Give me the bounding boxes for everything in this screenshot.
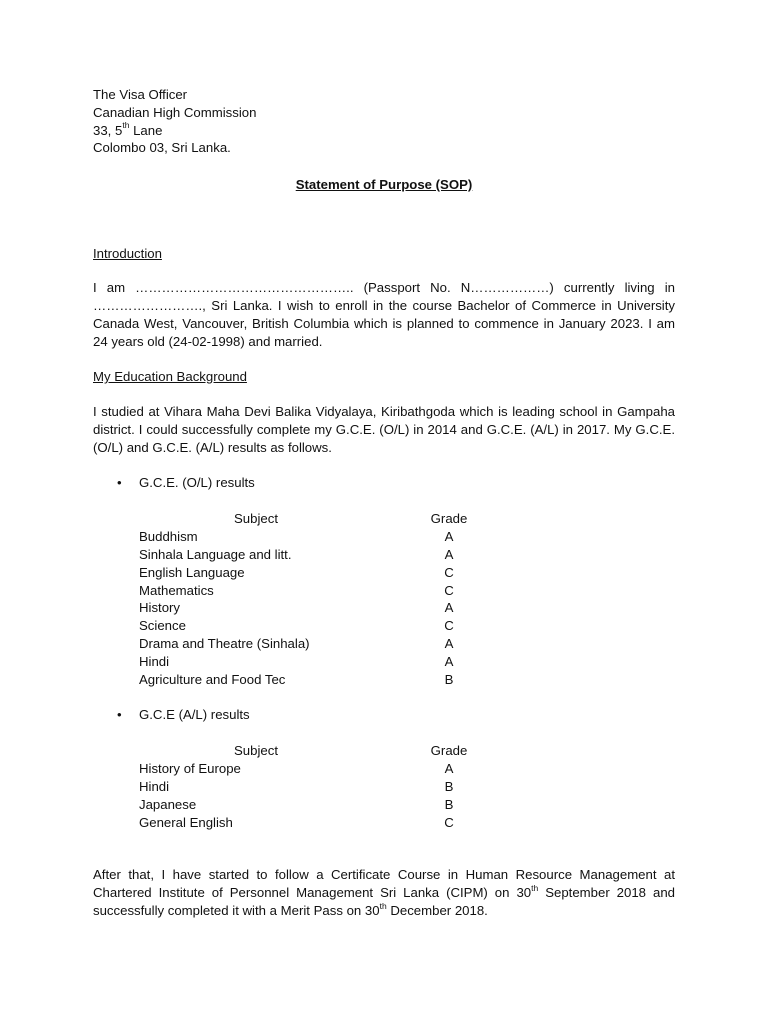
grade-cell: C xyxy=(444,618,454,634)
grade-cell: C xyxy=(444,564,454,580)
table-row xyxy=(139,796,499,814)
address-line: The Visa Officer xyxy=(93,87,188,102)
document-title: Statement of Purpose (SOP) xyxy=(295,177,473,192)
certificate-text: September 2018 and successfully completed it with a Merit Pass on 30 xyxy=(93,885,675,919)
subject-cell: Drama and Theatre (Sinhala) xyxy=(139,636,310,652)
introduction-paragraph: I am ………………………………………….. (Passport No. N………………) currently living in ……………………., Sri Lanka. I wish to enroll in the course Bachelor of Commerce in University Canada West, Vancouver, British Columbia which is planned to commence in January 2023. I am 24 years old (24-02-1998) and married. xyxy=(93,280,675,350)
subject-cell: History of Europe xyxy=(139,760,241,776)
table-row xyxy=(139,546,499,564)
subject-cell: Science xyxy=(139,618,186,634)
certificate-text: After that, I have started to follow a Certificate Course in Human Resource Management at Chartered Institute of Personnel Management Sri Lanka (CIPM) on 30 xyxy=(93,867,675,901)
subject-column-header: Subject xyxy=(234,511,278,526)
subject-cell: Sinhala Language and litt. xyxy=(139,546,292,562)
date-superscript: th xyxy=(379,900,387,911)
address-number: 33, 5 xyxy=(93,122,123,138)
table-row xyxy=(139,528,499,546)
table-row xyxy=(139,778,499,796)
subject-cell: English Language xyxy=(139,564,245,580)
certificate-text: December 2018. xyxy=(386,903,488,919)
subject-cell: Hindi xyxy=(139,654,170,670)
table-row xyxy=(139,564,499,582)
grade-column-header: Grade xyxy=(430,743,468,758)
table-header xyxy=(139,742,499,760)
al-results-label: G.C.E (A/L) results xyxy=(139,707,250,722)
grade-cell: A xyxy=(444,528,454,544)
certificate-paragraph xyxy=(93,866,675,920)
address-superscript: th xyxy=(122,120,130,131)
address-line xyxy=(93,122,256,140)
al-results-table xyxy=(139,742,499,831)
bullet-icon: • xyxy=(117,475,122,490)
grade-cell: A xyxy=(444,600,454,616)
table-row xyxy=(139,635,499,653)
grade-cell: B xyxy=(444,672,454,688)
table-row xyxy=(139,653,499,671)
ol-results-label: G.C.E. (O/L) results xyxy=(139,475,255,490)
subject-cell: History xyxy=(139,600,181,616)
grade-cell: C xyxy=(444,582,454,598)
subject-cell: General English xyxy=(139,814,233,830)
education-paragraph: I studied at Vihara Maha Devi Balika Vidyalaya, Kiribathgoda which is leading school in Gampaha district. I could successfully complete my G.C.E. (O/L) in 2014 and G.C.E. (A/L) in 2017. My G.C.E. (O/L) and G.C.E. (A/L) results as follows. xyxy=(93,404,675,456)
table-header xyxy=(139,510,499,528)
subject-column-header: Subject xyxy=(234,743,278,758)
subject-cell: Japanese xyxy=(139,796,197,812)
table-row xyxy=(139,760,499,778)
subject-cell: Agriculture and Food Tec xyxy=(139,672,286,688)
bullet-icon: • xyxy=(117,707,122,722)
table-row xyxy=(139,582,499,600)
grade-cell: A xyxy=(444,636,454,652)
introduction-heading: Introduction xyxy=(93,246,162,261)
table-row xyxy=(139,814,499,832)
grade-cell: A xyxy=(444,654,454,670)
address-line: Canadian High Commission xyxy=(93,104,257,120)
grade-cell: A xyxy=(444,760,454,776)
address-line: Colombo 03, Sri Lanka. xyxy=(93,140,231,156)
recipient-address xyxy=(93,86,256,157)
table-row xyxy=(139,599,499,617)
grade-column-header: Grade xyxy=(430,511,468,526)
subject-cell: Mathematics xyxy=(139,582,214,598)
grade-cell: B xyxy=(444,796,454,812)
date-superscript: th xyxy=(531,882,539,893)
table-row xyxy=(139,617,499,635)
education-heading: My Education Background xyxy=(93,369,247,384)
grade-cell: C xyxy=(444,814,454,830)
subject-cell: Hindi xyxy=(139,778,170,794)
grade-cell: B xyxy=(444,778,454,794)
table-row xyxy=(139,671,499,689)
ol-results-table xyxy=(139,510,499,689)
address-street: Lane xyxy=(129,122,163,138)
subject-cell: Buddhism xyxy=(139,528,198,544)
grade-cell: A xyxy=(444,546,454,562)
